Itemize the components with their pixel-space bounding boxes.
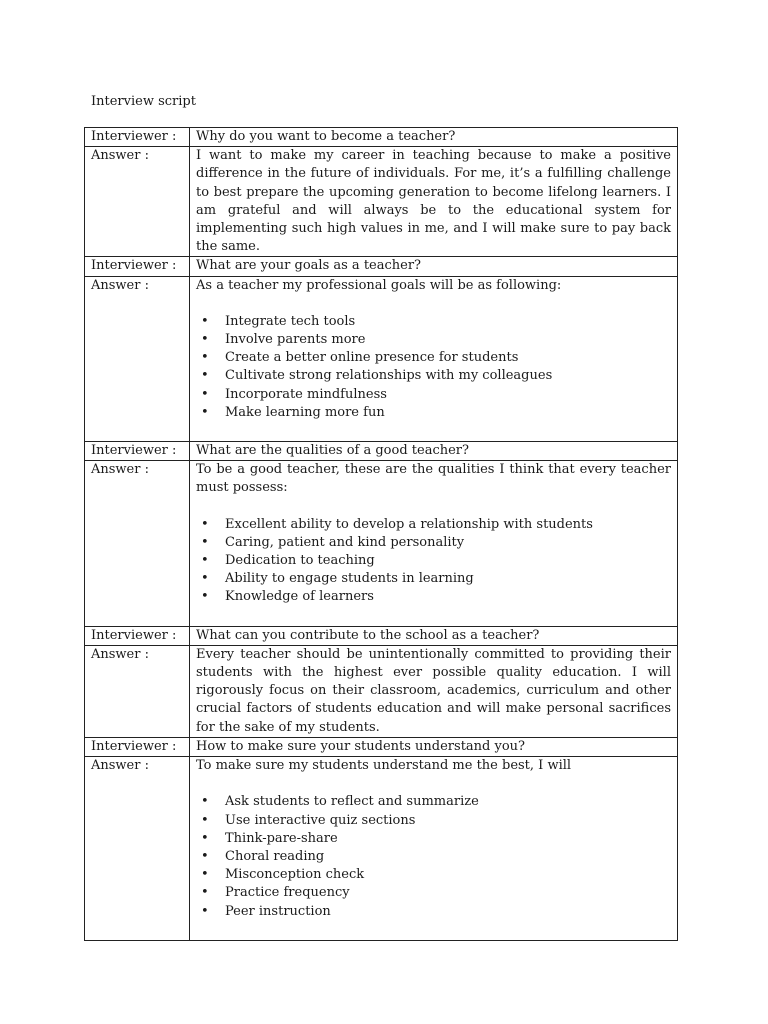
answer-cell	[190, 757, 678, 941]
question-row	[85, 737, 678, 756]
answer-cell	[190, 461, 678, 626]
question-row	[85, 626, 678, 645]
answer-text: To make sure my students understand me the best, I will	[196, 758, 572, 774]
document-title: Interview script	[91, 94, 196, 109]
answer-label: Answer :	[85, 461, 190, 626]
answer-cell	[190, 147, 678, 257]
list-item: • Involve parents more	[225, 331, 671, 349]
interview-table	[84, 127, 678, 941]
interviewer-label: Interviewer :	[85, 257, 190, 276]
list-item: • Dedication to teaching	[225, 552, 671, 570]
list-item: • Cultivate strong relationships with my colleagues	[225, 367, 671, 385]
answer-label: Answer :	[85, 645, 190, 737]
list-item: • Choral reading	[225, 848, 671, 866]
bullet-list	[196, 793, 671, 920]
answer-cell	[190, 276, 678, 441]
interviewer-label: Interviewer :	[85, 128, 190, 147]
answer-row	[85, 757, 678, 941]
interviewer-label: Interviewer :	[85, 626, 190, 645]
list-item: • Incorporate mindfulness	[225, 386, 671, 404]
list-item: • Ask students to reflect and summarize	[225, 793, 671, 811]
answer-row	[85, 461, 678, 626]
list-item: • Create a better online presence for students	[225, 349, 671, 367]
answer-cell	[190, 645, 678, 737]
question-row	[85, 128, 678, 147]
list-item: • Peer instruction	[225, 903, 671, 921]
list-item: • Integrate tech tools	[225, 313, 671, 331]
question-text: What are your goals as a teacher?	[190, 257, 678, 276]
question-text: Why do you want to become a teacher?	[190, 128, 678, 147]
question-text: What can you contribute to the school as a teacher?	[190, 626, 678, 645]
answer-text: I want to make my career in teaching because to make a positive difference in the future of individuals. For me, it’s a fulfilling challenge to best prepare the upcoming generation to become lifelong learners. I am grateful and will always be to the educational system for implementing such high values in me, and I will make sure to pay back the same.	[196, 148, 671, 255]
answer-label: Answer :	[85, 757, 190, 941]
interviewer-label: Interviewer :	[85, 442, 190, 461]
list-item: • Practice frequency	[225, 884, 671, 902]
question-row	[85, 257, 678, 276]
bullet-list	[196, 516, 671, 607]
list-item: • Ability to engage students in learning	[225, 570, 671, 588]
bullet-list	[196, 313, 671, 422]
list-item: • Misconception check	[225, 866, 671, 884]
list-item: • Excellent ability to develop a relationship with students	[225, 516, 671, 534]
answer-label: Answer :	[85, 147, 190, 257]
question-text: What are the qualities of a good teacher?	[190, 442, 678, 461]
question-row	[85, 442, 678, 461]
answer-text: As a teacher my professional goals will be as following:	[196, 277, 562, 293]
answer-row	[85, 645, 678, 737]
list-item: • Caring, patient and kind personality	[225, 534, 671, 552]
question-text: How to make sure your students understand you?	[190, 737, 678, 756]
list-item: • Use interactive quiz sections	[225, 812, 671, 830]
list-item: • Knowledge of learners	[225, 588, 671, 606]
interviewer-label: Interviewer :	[85, 737, 190, 756]
answer-text: Every teacher should be unintentionally committed to providing their students with the highest ever possible quality education. I will rigorously focus on their classroom, academics, curriculum and other crucial factors of students education and will make personal sacrifices for the sake of my students.	[196, 646, 671, 735]
answer-label: Answer :	[85, 276, 190, 441]
answer-row	[85, 147, 678, 257]
answer-row	[85, 276, 678, 441]
list-item: • Make learning more fun	[225, 404, 671, 422]
list-item: • Think-pare-share	[225, 830, 671, 848]
answer-text: To be a good teacher, these are the qualities I think that every teacher must possess:	[196, 462, 671, 496]
